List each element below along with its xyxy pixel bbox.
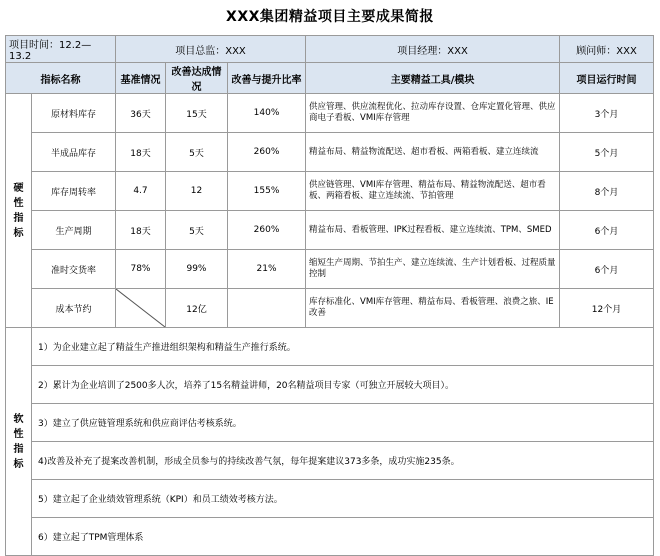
indicator-name: 成本节约 [32,289,116,328]
empty-diagonal-cell [116,289,166,328]
table-row [6,94,654,133]
achieved-value: 12 [166,172,228,211]
tools-text: 缩短生产周期、节拍生产、建立连续流、生产计划看板、过程质量控制 [306,250,560,289]
ratio-value: 260% [228,211,306,250]
achieved-value: 12亿 [166,289,228,328]
header-baseline: 基准情况 [116,63,166,94]
ratio-value: 140% [228,94,306,133]
baseline-value: 18天 [116,211,166,250]
report-title: XXX集团精益项目主要成果简报 [226,9,434,25]
soft-row [6,328,654,366]
header-tools: 主要精益工具/模块 [306,63,560,94]
ratio-value: 21% [228,250,306,289]
tools-text: 供应链管理、VMI库存管理、精益布局、精益物流配送、超市看板、两箱看板、建立连续流、节拍管理 [306,172,560,211]
indicator-name: 准时交货率 [32,250,116,289]
baseline-value: 18天 [116,133,166,172]
achieved-value: 5天 [166,211,228,250]
indicator-name: 库存周转率 [32,172,116,211]
achieved-value: 99% [166,250,228,289]
project-time: 项目时间：12.2—13.2 [6,36,116,63]
soft-indicator-label: 软性指标 [6,328,32,556]
header-row [6,63,654,94]
ratio-value [228,289,306,328]
soft-item: 2）累计为企业培训了2500多人次，培养了15名精益讲师，20名精益项目专家（可独立开展较大项目）。 [32,366,654,404]
baseline-value: 36天 [116,94,166,133]
achieved-value: 15天 [166,94,228,133]
project-manager: 项目经理：XXX [306,36,560,63]
ratio-value: 155% [228,172,306,211]
duration-value: 3个月 [560,94,654,133]
tools-text: 精益布局、看板管理、IPK过程看板、建立连续流、TPM、SMED [306,211,560,250]
table-row [6,133,654,172]
project-director: 项目总监：XXX [116,36,306,63]
duration-value: 6个月 [560,250,654,289]
project-advisor: 顾问师：XXX [560,36,654,63]
duration-value: 12个月 [560,289,654,328]
soft-row [6,518,654,556]
duration-value: 5个月 [560,133,654,172]
meta-row [6,36,654,63]
header-ratio: 改善与提升比率 [228,63,306,94]
table-row [6,289,654,328]
soft-item: 3）建立了供应链管理系统和供应商评估考核系统。 [32,404,654,442]
tools-text: 精益布局、精益物流配送、超市看板、两箱看板、建立连续流 [306,133,560,172]
soft-row [6,404,654,442]
duration-value: 8个月 [560,172,654,211]
soft-row [6,480,654,518]
header-indicator: 指标名称 [6,63,116,94]
table-row [6,250,654,289]
tools-text: 供应管理、供应流程优化、拉动库存设置、仓库定置化管理、供应商电子看板、VMI库存管理 [306,94,560,133]
indicator-name: 生产周期 [32,211,116,250]
soft-item: 5）建立起了企业绩效管理系统（KPI）和员工绩效考核方法。 [32,480,654,518]
results-table [5,35,654,556]
soft-item: 6）建立起了TPM管理体系 [32,518,654,556]
ratio-value: 260% [228,133,306,172]
soft-item: 4)改善及补充了提案改善机制，形成全员参与的持续改善气氛，每年提案建议373多条，成功实施235条。 [32,442,654,480]
header-achieved: 改善达成情况 [166,63,228,94]
soft-item: 1）为企业建立起了精益生产推进组织架构和精益生产推行系统。 [32,328,654,366]
indicator-name: 原材料库存 [32,94,116,133]
hard-indicator-label: 硬性指标 [6,94,32,328]
indicator-name: 半成品库存 [32,133,116,172]
header-duration: 项目运行时间 [560,63,654,94]
soft-row [6,442,654,480]
table-row [6,172,654,211]
tools-text: 库存标准化、VMI库存管理、精益布局、看板管理、浪费之旅、IE改善 [306,289,560,328]
soft-row [6,366,654,404]
duration-value: 6个月 [560,211,654,250]
baseline-value: 78% [116,250,166,289]
table-row [6,211,654,250]
baseline-value: 4.7 [116,172,166,211]
achieved-value: 5天 [166,133,228,172]
